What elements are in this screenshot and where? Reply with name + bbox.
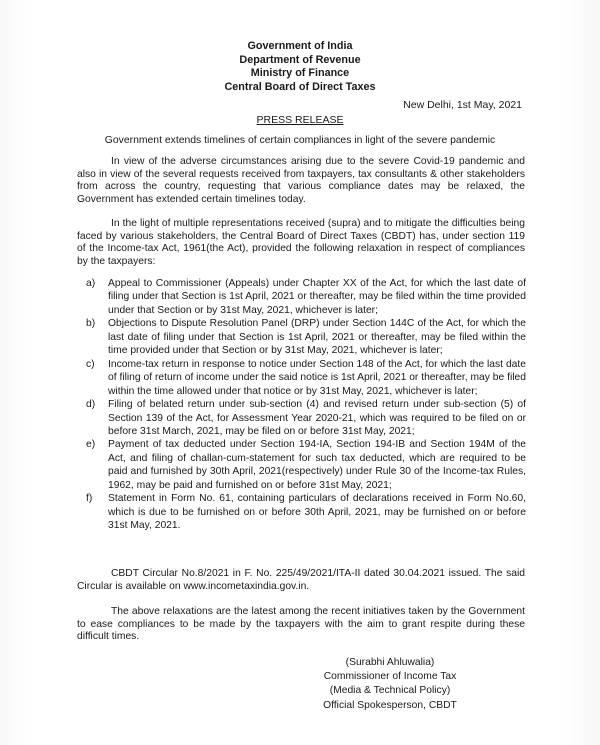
paragraph-closing: The above relaxations are the latest among the recent initiatives taken by the Government to ease compliances to be made by the taxpayers with the aim to grant respite during these difficult times. [77,606,525,643]
list-item-text: Filing of belated return under sub-section (4) and revised return under sub-section (5) of Section 139 of the Act, for Assessment Year 2020-21, which was required to be filed on or before 31st March, 2021, may be filed on or before 31st May, 2021; [108,399,526,437]
list-item [86,438,526,492]
list-marker: a) [86,278,96,289]
list-item-text: Payment of tax deducted under Section 194-IA, Section 194-IB and Section 194M of the Act, and filing of challan-cum-statement for such tax deducted, which are required to be paid and furnished by 30th April, 2021(respectively) under Rule 30 of the Income-tax Rules, 1962, may be paid and furnished on or before 31st May, 2021; [108,439,526,491]
paragraph-intro: In view of the adverse circumstances arising due to the severe Covid-19 pandemic and also in view of the several requests received from taxpayers, tax consultants & other stakeholders from across the country, requesting that various compliance dates may be relaxed, the Government has extended certain timelines today. [77,156,525,205]
list-item [86,398,526,438]
signatory-title: Commissioner of Income Tax [323,671,457,683]
press-release-label: PRESS RELEASE [256,114,344,126]
list-marker: e) [86,439,96,451]
header-line-ministry: Ministry of Finance [250,67,350,79]
signatory-role: Official Spokesperson, CBDT [323,699,457,711]
place-date: New Delhi, 1st May, 2021 [403,99,522,111]
list-item [86,492,526,532]
list-marker: f) [86,493,93,505]
list-item [86,317,526,357]
list-item [86,358,526,398]
signatory-dept: (Media & Technical Policy) [329,685,451,697]
subject-line: Government extends timelines of certain compliances in light of the severe pandemic [104,135,496,146]
list-item [86,277,526,317]
list-item-text: Statement in Form No. 61, containing particulars of declarations received in Form No.60, which is due to be furnished on or before 30th April, 2021, may be furnished on or before 31st May, 2021. [108,493,526,532]
header-line-board: Central Board of Direct Taxes [224,80,376,93]
signature-block [300,656,480,713]
list-item-text: Appeal to Commissioner (Appeals) under Chapter XX of the Act, for which the last date of filing under that Section is 1st April, 2021 or thereafter, may be filed within the time provided under that Section or by 31st May, 2021, whichever is later; [108,278,526,316]
list-marker: b) [86,318,96,330]
signatory-name: (Surabhi Ahluwalia) [345,657,435,668]
list-marker: d) [86,399,96,411]
list-item-text: Income-tax return in response to notice under Section 148 of the Act, for which the last date of filing of return of income under the said notice is 1st April, 2021 or thereafter, may be filed within the time allowed under that notice or by 31st May, 2021, whichever is later; [108,358,526,397]
header-line-department: Department of Revenue [239,53,361,66]
relaxation-list [86,277,526,533]
list-marker: c) [86,358,95,370]
paragraph-relaxation: In the light of multiple representations received (supra) and to mitigate the difficulties being faced by various stakeholders, the Central Board of Direct Taxes (CBDT) has, under section 119 of the Income-tax Act, 1961(the Act), provided the following relaxation in respect of compliances by the taxpayers: [77,218,525,267]
letterhead [0,40,600,94]
press-release-heading [0,114,600,126]
paragraph-circular: CBDT Circular No.8/2021 in F. No. 225/49/2021/ITA-II dated 30.04.2021 issued. The said Circular is available on www.incometaxindia.gov.in. [77,568,525,592]
header-line-government: Government of India [247,40,353,52]
list-item-text: Objections to Dispute Resolution Panel (DRP) under Section 144C of the Act, for which the last date of filing under that Section is 1st April, 2021 or thereafter, may be filed within the time provided under that Section or by 31st May, 2021, whichever is later; [108,318,526,357]
